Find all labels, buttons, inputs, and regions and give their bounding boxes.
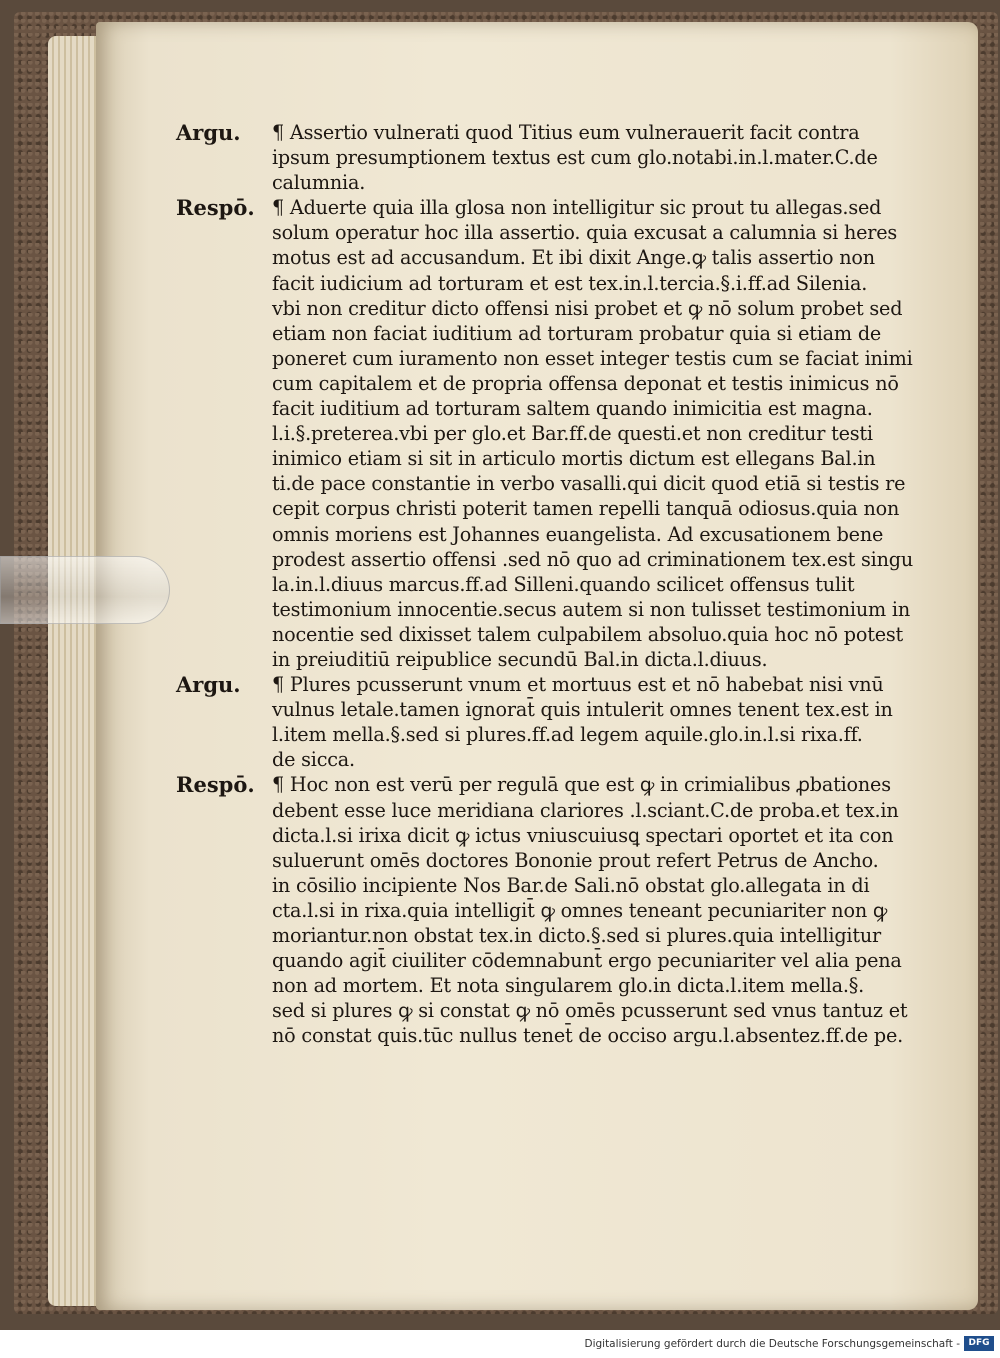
text-line: ti.de pace constantie in verbo vasalli.qui dicit quod etiā si testis re xyxy=(272,472,906,496)
text-line: inimico etiam si sit in articulo mortis dictum est ellegans Bal.in xyxy=(272,447,876,471)
text-line: in cōsilio incipiente Nos Bar.de Sali.nō obstat glo.allegata in di xyxy=(272,873,870,897)
text-line: motus est ad accusandum. Et ibi dixit Ange.ꝙ talis assertio non xyxy=(272,246,875,270)
text-line: ¶ Assertio vulnerati quod Titius eum vulnerauerit facit contra xyxy=(272,121,860,144)
text-line: l.i.§.preterea.vbi per glo.et Bar.ff.de questi.et non creditur testi xyxy=(272,422,873,446)
text-line: omnis moriens est Johannes euangelista. Ad excusationem bene xyxy=(272,522,884,546)
text-line: la.in.l.diuus marcus.ff.ad Silleni.quando scilicet offensus tulit xyxy=(272,572,855,596)
text-line: etiam non faciat iuditium ad torturam probatur quia si etiam de xyxy=(272,321,882,345)
text-line: ¶ Aduerte quia illa glosa non intelligitur sic prout tu allegas.sed xyxy=(272,196,882,220)
text-line: cepit corpus christi poterit tamen repelli tanquā odiosus.quia non xyxy=(272,497,900,521)
entry-body xyxy=(272,772,946,1048)
page-text-block xyxy=(176,120,946,1048)
text-line: suluerunt omēs doctores Bononie prout refert Petrus de Ancho. xyxy=(272,848,879,872)
footer-bar xyxy=(0,1330,1000,1358)
text-line: solum operatur hoc illa assertio. quia excusat a calumnia si heres xyxy=(272,221,898,245)
text-entry xyxy=(176,195,946,672)
funding-credit: Digitalisierung gefördert durch die Deutsche Forschungsgemeinschaft - xyxy=(584,1338,960,1350)
text-line: facit iudicium ad torturam et est tex.in.l.tercia.§.i.ff.ad Silenia. xyxy=(272,271,868,295)
text-line: vbi non creditur dicto offensi nisi probet et ꝙ nō solum probet sed xyxy=(272,296,903,320)
text-entry xyxy=(176,672,946,772)
margin-marker: Argu. xyxy=(176,672,241,698)
text-line: testimonium innocentie.secus autem si non tulisset testimonium in xyxy=(272,597,911,621)
text-line: nocentie sed dixisset talem culpabilem absoluo.quia hoc nō potest xyxy=(272,622,904,646)
text-line: de sicca. xyxy=(272,748,355,772)
dfg-logo: DFG xyxy=(964,1336,994,1351)
entry-body xyxy=(272,195,946,672)
entry-body xyxy=(272,120,946,195)
text-line: poneret cum iuramento non esset integer testis cum se faciat inimi xyxy=(272,346,913,370)
text-entry xyxy=(176,120,946,195)
text-line: calumnia. xyxy=(272,171,366,195)
text-line: quando agit̄ ciuiliter cōdemnabunt̄ ergo pecuniariter vel alia pena xyxy=(272,949,902,973)
text-line: debent esse luce meridiana clariores .l.sciant.C.de proba.et tex.in xyxy=(272,798,899,822)
text-line: moriantur.non obstat tex.in dicto.§.sed si plures.quia intelligitur xyxy=(272,924,882,947)
margin-marker: Argu. xyxy=(176,120,241,145)
text-line: ¶ Plures pcusserunt vnum et mortuus est et nō habebat nisi vnū xyxy=(272,673,884,697)
text-line: in preiuditiū reipublice secundū Bal.in dicta.l.diuus. xyxy=(272,647,768,671)
text-line: l.item mella.§.sed si plures.ff.ad legem aquile.glo.in.l.si rixa.ff. xyxy=(272,723,863,747)
page-holder-clip xyxy=(0,556,170,624)
text-line: sed si plures ꝙ si constat ꝙ nō omēs pcusserunt sed vnus tantuz et xyxy=(272,999,908,1023)
text-line: ipsum presumptionem textus est cum glo.notabi.in.l.mater.C.de xyxy=(272,146,878,170)
text-line: facit iuditium ad torturam saltem quando inimicitia est magna. xyxy=(272,397,873,421)
margin-marker: Respō. xyxy=(176,772,255,798)
text-line: cta.l.si in rixa.quia intelligit̄ ꝙ omnes teneant pecuniariter non ꝙ xyxy=(272,898,888,922)
text-line: prodest assertio offensi .sed nō quo ad criminationem tex.est singu xyxy=(272,547,913,571)
text-line: nō constat quis.tūc nullus tenet̄ de occiso argu.l.absentez.ff.de pe. xyxy=(272,1024,904,1048)
text-line: dicta.l.si irixa dicit ꝙ ictus vniuscuiusꝗ spectari oportet et ita con xyxy=(272,823,894,847)
text-entry xyxy=(176,772,946,1048)
text-line: cum capitalem et de propria offensa deponat et testis inimicus nō xyxy=(272,371,899,395)
text-line: ¶ Hoc non est verū per regulā que est ꝙ in crimialibus ꝓbationes xyxy=(272,773,891,797)
text-line: non ad mortem. Et nota singularem glo.in dicta.l.item mella.§. xyxy=(272,974,865,998)
margin-marker: Respō. xyxy=(176,195,255,221)
entry-body xyxy=(272,672,946,772)
text-line: vulnus letale.tamen ignorat̄ quis intulerit omnes tenent tex.est in xyxy=(272,698,893,722)
